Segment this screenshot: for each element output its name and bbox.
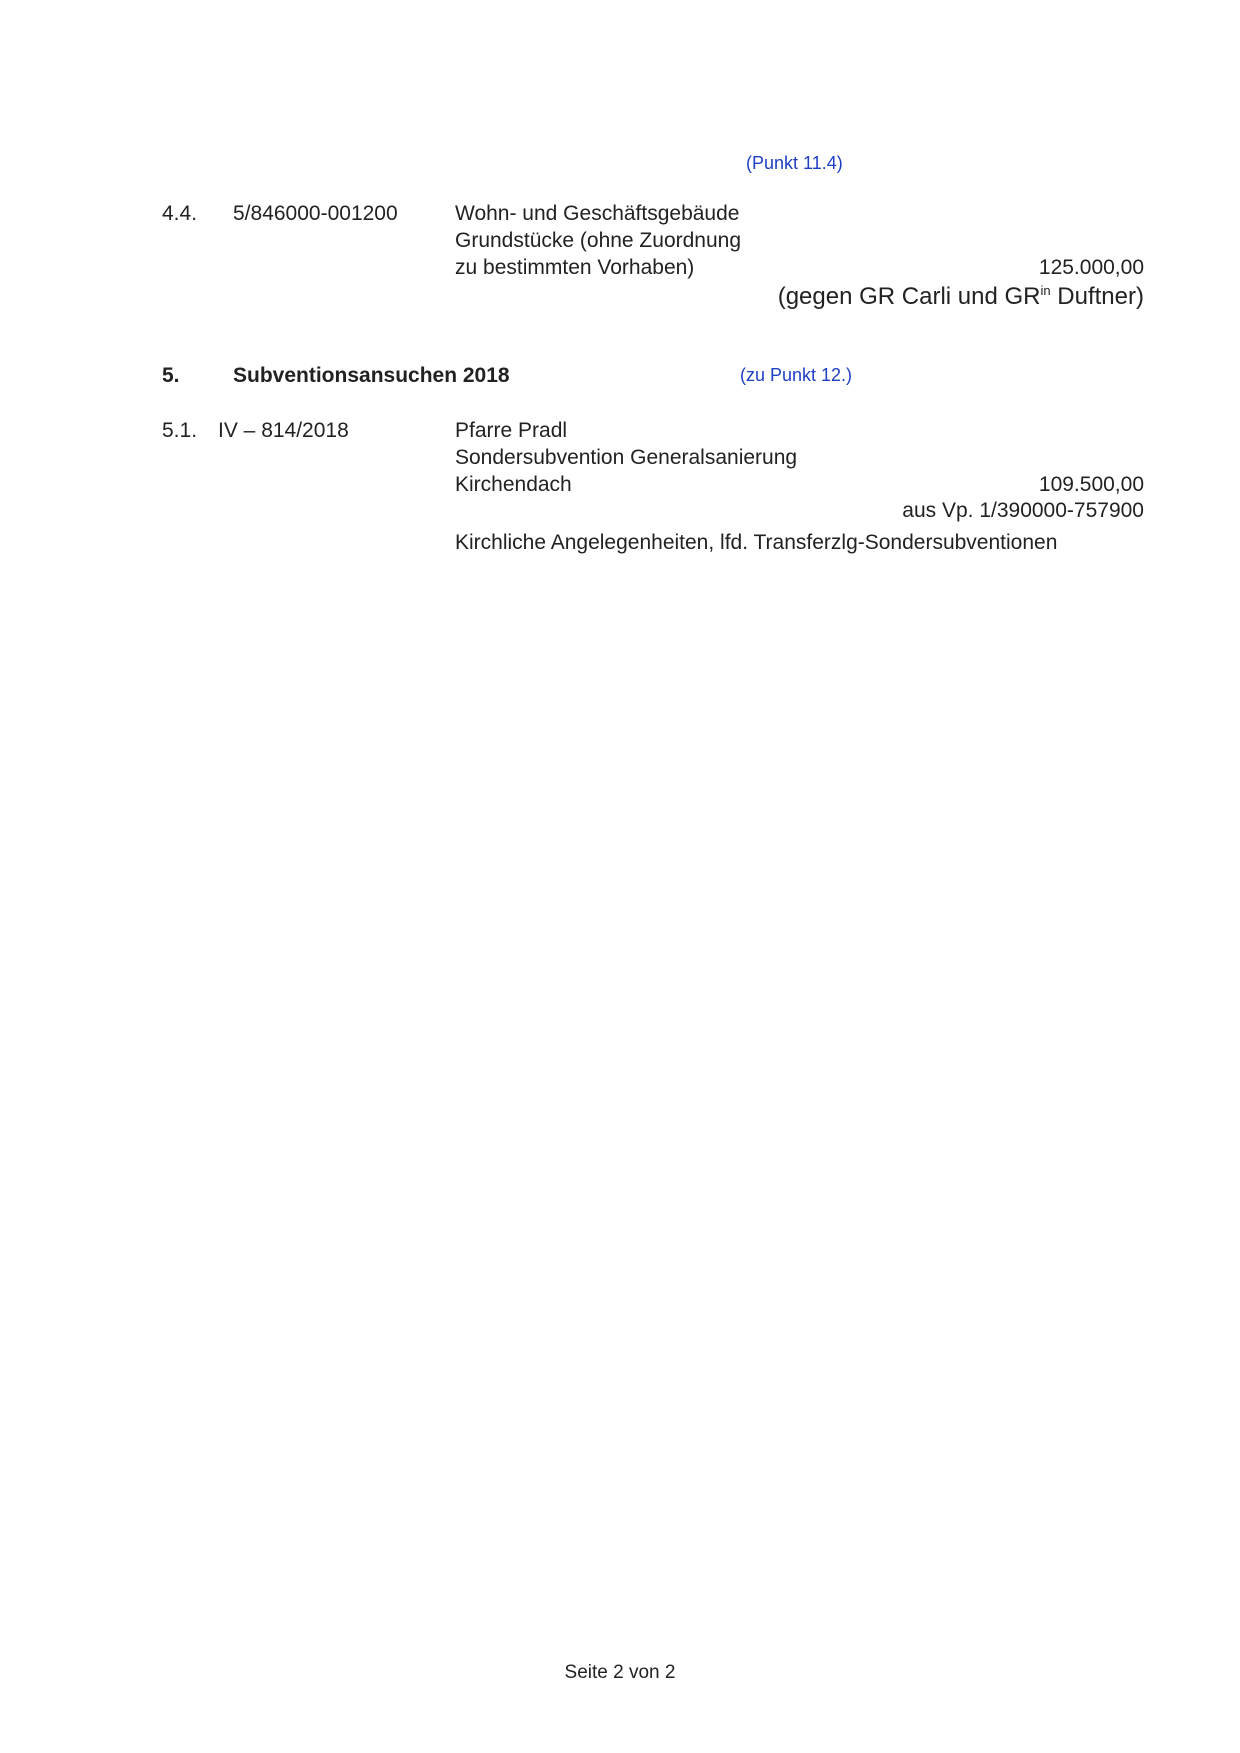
section-title: Subventionsansuchen 2018: [233, 364, 510, 387]
description-line: zu bestimmten Vorhaben): [455, 256, 695, 279]
reference-number: IV – 814/2018: [218, 419, 349, 442]
item-number: 5.1.: [162, 419, 198, 442]
description-line: Grundstücke (ohne Zuordnung: [455, 229, 742, 252]
item-number: 4.4.: [162, 202, 198, 225]
annotation-top: (Punkt 11.4): [746, 153, 843, 173]
section-annotation: (zu Punkt 12.): [740, 365, 853, 385]
section-number: 5.: [162, 364, 180, 387]
vote-suffix: Duftner): [1050, 283, 1144, 310]
description-line: Wohn- und Geschäftsgebäude: [455, 202, 740, 225]
vote-note: [778, 283, 1144, 311]
vote-prefix: (gegen GR Carli und GR: [777, 283, 1041, 310]
page-footer: Seite 2 von 2: [564, 1662, 676, 1683]
account-number: 5/846000-001200: [233, 202, 398, 225]
description-line: Pfarre Pradl: [455, 419, 568, 442]
description-line: Kirchendach: [455, 473, 572, 496]
description-line: Sondersubvention Generalsanierung: [455, 446, 798, 469]
budget-source: aus Vp. 1/390000-757900: [902, 499, 1144, 522]
budget-note: Kirchliche Angelegenheiten, lfd. Transferzlg-Sondersubventionen: [455, 531, 1058, 554]
vote-superscript: in: [1040, 283, 1051, 298]
amount: 125.000,00: [1038, 256, 1144, 279]
amount: 109.500,00: [1038, 473, 1144, 496]
